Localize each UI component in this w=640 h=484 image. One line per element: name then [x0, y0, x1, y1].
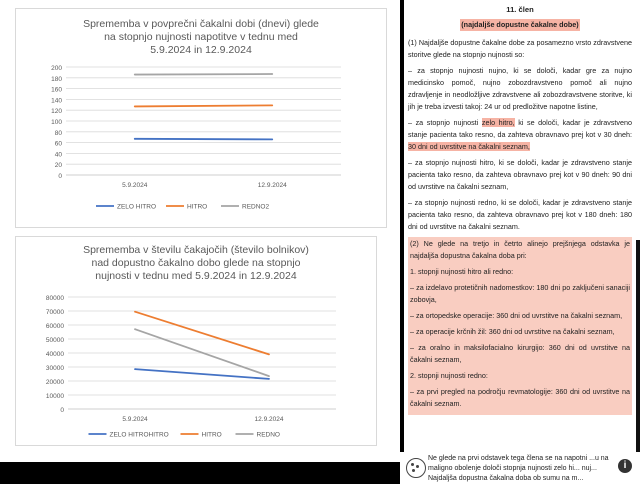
legend-label: REDNO2: [242, 203, 270, 211]
text-span: – za stopnjo nujnosti: [408, 118, 479, 127]
y-tick-label: 80: [54, 129, 62, 137]
chart-title-line: na stopnjo nujnosti napotitve v tednu med: [104, 31, 298, 43]
paragraph-2: (2) Ne glede na tretjo in četrto alinejo prejšnjega odstavka je najdaljša dopustna čakalna doba pri:: [410, 239, 630, 260]
chart-title-line: Sprememba v povprečni čakalni dobi (dnevi) glede: [83, 18, 319, 30]
legend-label: ZELO HITRO: [117, 203, 157, 211]
paragraph-redno: – za stopnjo nujnosti redno, ki se določi, kadar je zdravstveno stanje pacienta tako resno, da zahteva obravnavo prej kot v 180 dneh: 180 dni od uvrstitve na čakalni seznam.: [408, 198, 632, 231]
data-point: [134, 328, 136, 330]
y-tick-label: 80000: [45, 295, 64, 302]
highlight-30-days: 30 dni od uvrstitve na čakalni seznam,: [408, 142, 530, 151]
list-level-1: 1. stopnji nujnosti hitro ali redno:: [410, 267, 514, 276]
x-tick-label: 5.9.2024: [122, 416, 148, 423]
series-line-zelo-hitrohitro: [135, 369, 269, 379]
series-line-zelo-hitro: [135, 139, 273, 140]
y-tick-label: 70000: [45, 309, 64, 316]
panel-edge: [400, 0, 404, 484]
item-ortopedija: – za ortopedske operacije: 360 dni od uvrstitve na čakalni seznam,: [410, 311, 623, 320]
legend-label: HITRO: [187, 203, 208, 211]
data-point: [134, 138, 136, 140]
y-tick-label: 0: [58, 173, 62, 180]
article-subtitle: (najdaljše dopustne čakalne dobe): [461, 20, 579, 29]
y-tick-label: 100: [51, 119, 62, 126]
bottom-toolbar: [400, 452, 640, 484]
data-point: [271, 104, 273, 106]
bottom-text: Ne glede na prvi odstavek tega člena se na napotni ...u na maligno obolenje določi stopnja nujnosti zelo hi... nuj... Najdaljša dopustna čakalna doba ob sumu na m...: [428, 455, 609, 482]
y-tick-label: 40: [54, 151, 62, 159]
x-tick-label: 12.9.2024: [254, 416, 284, 423]
y-tick-label: 20000: [45, 379, 64, 386]
chart-title-line: 5.9.2024 in 12.9.2024: [150, 44, 252, 56]
series-line-hitro: [135, 312, 269, 355]
law-document-panel[interactable]: [400, 0, 640, 484]
y-tick-label: 180: [51, 75, 62, 83]
paragraph-hitro: – za stopnjo nujnosti hitro, ki se določi, kadar je zdravstveno stanje pacienta tako resno, da zahteva obravnavo prej kot v 90 dneh: 90 dni od uvrstitve na čakalni seznam,: [408, 158, 632, 191]
article-title: 11. člen: [506, 5, 534, 14]
y-tick-label: 160: [51, 86, 62, 94]
chart-patients-waiting-svg: [16, 237, 376, 445]
data-point: [134, 106, 136, 108]
data-point: [268, 378, 270, 380]
chart-title-line: Sprememba v številu čakajočih (število bolnikov): [83, 244, 309, 256]
y-tick-label: 200: [51, 65, 62, 72]
y-tick-label: 40000: [45, 351, 64, 358]
chart-waiting-time-svg: [16, 9, 386, 227]
series-line-redno2: [135, 74, 273, 75]
y-tick-label: 30000: [45, 365, 64, 372]
legend-label: REDNO: [256, 431, 280, 439]
y-tick-label: 20: [54, 162, 62, 170]
data-point: [134, 368, 136, 370]
chart-patients-waiting: [15, 236, 377, 446]
chart-title-line: nujnosti v tednu med 5.9.2024 in 12.9.2024: [95, 270, 297, 282]
y-tick-label: 10000: [45, 393, 64, 400]
cookie-icon[interactable]: [406, 458, 426, 478]
bottom-black-area: [0, 462, 400, 484]
y-tick-label: 120: [51, 108, 62, 116]
info-icon[interactable]: i: [618, 459, 632, 473]
y-tick-label: 50000: [45, 337, 64, 344]
data-point: [268, 354, 270, 356]
legend-label: HITRO: [201, 431, 222, 439]
data-point: [271, 138, 273, 140]
item-maksilofacialna: – za oralno in maksilofacialno kirurgijo: 360 dni od uvrstitve na čakalni seznam,: [410, 343, 630, 364]
paragraph-nujno: – za stopnjo nujnosti nujno, ki se določi, kadar gre za nujno medicinsko pomoč, nujno zobozdravstveno pomoč ali nujno zdravljenje in neodložljive zdravstvene ali zobozdravstvene storitve, ki jih je treba izvesti takoj: 24 ur od predložitve napotne listine,: [408, 66, 632, 111]
chart-waiting-time: [15, 8, 387, 228]
text-span: ki se določi, kadar je zdravstveno stanje pacienta tako resno, da zahteva obravnavo prej kot v 30 dneh:: [408, 118, 633, 139]
paragraph-1: (1) Najdaljše dopustne čakalne dobe za posamezno vrsto zdravstvene storitve glede na stopnjo nujnosti so:: [408, 38, 632, 59]
scroll-edge: [636, 240, 640, 460]
data-point: [134, 74, 136, 76]
x-tick-label: 5.9.2024: [122, 182, 148, 189]
paragraph-zelo-hitro: [408, 117, 632, 153]
legend-label: ZELO HITROHITRO: [109, 431, 169, 439]
series-line-hitro: [135, 105, 273, 106]
data-point: [271, 73, 273, 75]
highlight-zelo-hitro: zelo hitro,: [481, 118, 515, 127]
item-krcne-zile: – za operacije krčnih žil: 360 dni od uvrstitve na čakalni seznam,: [410, 327, 615, 336]
highlighted-block: [408, 237, 632, 415]
list-level-2: 2. stopnji nujnosti redno:: [410, 371, 488, 380]
y-tick-label: 60000: [45, 323, 64, 330]
y-tick-label: 60: [54, 140, 62, 148]
item-revmatologija: – za prvi pregled na področju revmatologije: 360 dni od uvrstitve na čakalni seznam.: [410, 387, 630, 408]
chart-title: [83, 244, 309, 282]
data-point: [268, 375, 270, 377]
data-point: [134, 311, 136, 313]
chart-title-line: nad dopustno čakalno dobo glede na stopnjo: [91, 257, 301, 269]
y-tick-label: 0: [60, 407, 64, 414]
x-tick-label: 12.9.2024: [257, 182, 287, 189]
chart-title: [83, 18, 319, 56]
y-tick-label: 140: [51, 97, 62, 105]
item-protetika: – za izdelavo protetičnih nadomestkov: 180 dni po zaključeni sanaciji zobovja,: [410, 283, 630, 304]
